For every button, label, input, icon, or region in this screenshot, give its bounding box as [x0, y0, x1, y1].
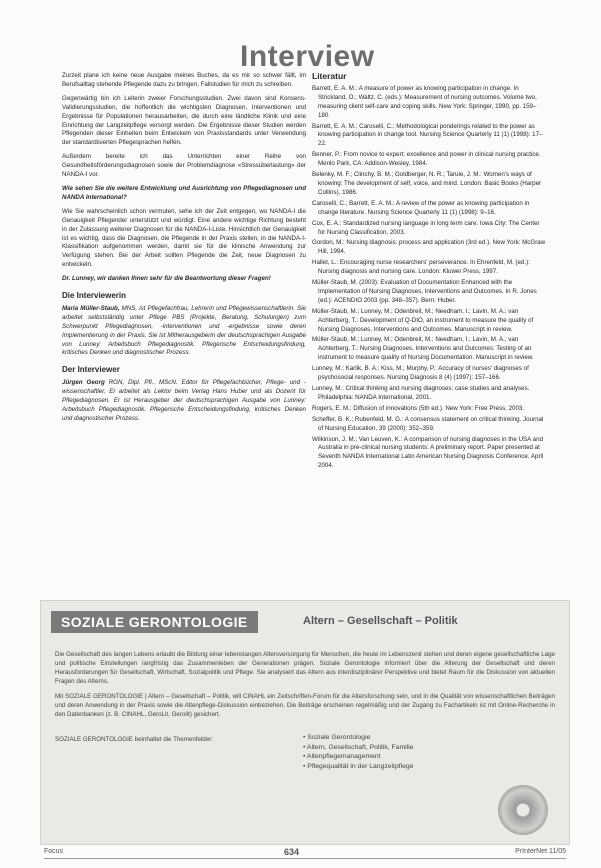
reference-item: Caroselli, C.; Barrett, E. A. M.: A review of the power as knowing participation in change literature. Nursing Science Quarterly 11 (1) (1998): 9–16. [312, 199, 530, 216]
reference-item: Wilkinson, J. M.; Van Leuven, K.: A comparison of nursing diagnoses in the USA and Australia in pre-clinical nursing students: A preliminary report. Paper presented at Seventh NANDA International Latin American Nursing Diagnosis Conference. April 2004. [312, 435, 544, 470]
translator-heading: Der Interviewer [62, 365, 120, 375]
cd-disc-icon [498, 785, 548, 835]
ad-brand-label: SOZIALE GERONTOLOGIE [51, 611, 258, 633]
page-number: 634 [284, 847, 300, 857]
translator-name: Jürgen Georg [62, 379, 105, 387]
ad-tagline: Altern – Gesellschaft – Politik [303, 615, 458, 627]
translator-bio-text: RGN, Dipl. Pfl., MScN. Editor für Pflegefachbücher, Pflege- und -wissenschaftler. Er arbeitet als Lektor beim Verlag Hans Huber und als Dozent für Pflegediagnosen. Er ist Herausgeber der deutschsprachigen Ausgabe von Lunney: Arbeitsbuch Pflegediagnostik. Pflegerische Entscheidungsfindung, kritisches Denken und diagnostischer Prozess. [62, 379, 306, 422]
ad-topic-item: • Altenpflegemanagement [303, 752, 413, 762]
body-paragraph: Außerdem bereite ich das Unterrichten einer Reihe von Gesundheitsförderungsdiagnosen sowie der Problemdiagnose «Stressüberlastung» der NANDA-I vor. [62, 153, 306, 179]
ad-topic-item: • Altern, Gesellschaft, Politik, Familie [303, 743, 413, 753]
body-paragraph: Gegenwärtig bin ich Leiterin zweier Forschungsstudien. Zwei davon sind Konsens-Validierungsstudien, die hoffentlich die wichtigsten Diagnosen, Interventionen und Ergebnisse für Populationen herausarbeiten, die durch eine ländliche Klinik und eine Einrichtung der Langzeitpflege versorgt werden. Die Ergebnisse dieser Studien werden Pflegenden dieser Einheiten beim Entwickeln von Praxisstandards unter Verwendung der standardisierten Pflegesprachen helfen. [62, 94, 306, 147]
ad-topics-label: SOZIALE GERONTOLOGIE beinhaltet die Themenfelder: [55, 736, 213, 743]
footer-divider [44, 858, 566, 859]
reference-item: Gordon, M.: Nursing diagnosis: process and application (3rd ed.). New York: McGraw Hill, 1994. [312, 239, 546, 256]
page-footer [44, 848, 566, 860]
ad-topic-item: • Soziale Gerontologie [303, 733, 413, 743]
reference-list [312, 85, 548, 471]
reference-item: Benner, P.: From novice to expert: excellence and power in clinical nursing practice. Menlo Park, CA: Addison-Wesley, 1984. [312, 151, 541, 168]
body-paragraph: Zurzeit plane ich keine neue Ausgabe meines Buches, da es mir so schwer fällt, im Berufsalltag stehende Pflegende dazu zu bringen, Fallstudien für mich zu schreiben. [62, 72, 306, 88]
page-title: Interview [240, 40, 375, 73]
interview-question: Wie sehen Sie die weitere Entwicklung und Ausrichtung von Pflegediagnosen und NANDA International? [62, 184, 306, 201]
reference-item: Barrett, E. A. M.; Caroselli, C.: Methodological ponderings related to the power as knowing participation in change tool. Nursing Science Quarterly 11 (1) (1998): 17–22. [312, 122, 543, 148]
reference-item: Hallet, L.: Encouraging nurse researchers' perseverance. In Ehrenfeld, M. (ed.): Nursing diagnosis and nursing care. London: Kluwer Press, 1997. [312, 259, 530, 276]
issue-label: PrInterNet 11/05 [515, 848, 566, 855]
reference-item: Lunney, M.: Critical thinking and nursing diagnoses: case studies and analyses. Philadelphia: NANDA International, 2001. [312, 385, 530, 401]
reference-item: Belenky, M. F.; Clinchy, B. M.; Goldberger, N. R.; Tarule, J. M.: Women's ways of knowing: The development of self, voice, and mind. London: Basic Books (Harper Collins), 1986. [312, 171, 542, 196]
interviewer-heading: Die Interviewerin [62, 291, 127, 301]
reference-item: Müller-Staub, M. (2003): Evaluation of Documentation Enhanced with the Implementation of Nursing Diagnoses, Interventions and Outcomes. In R. Jones (ed.): ACENDIO 2003 (pp. 348–357). Bern: Huber. [312, 279, 537, 304]
interviewer-bio-text: MNS, ist Pflegefachfrau, Lehrerin und Pflegewissenschaftlerin. Sie arbeitet selbstständig unter Pflege PBS (Projekte, Beratung, Schulungen) zum Schwerpunkt Pflegediagnosen, -interventionen und -ergebnisse sowie deren Implementierung in der Praxis. Sie ist Mitherausgeberin der deutschsprachigen Ausgabe von Lunney: Arbeitsbuch Pflegediagnostik. Pflegerische Entscheidungsfindung, kritisches Denken und diagnostischer Prozess. [62, 304, 306, 357]
ad-topic-item: • Pflegequalität in der Langzeitpflege [303, 762, 413, 772]
ad-body-text: Mit SOZIALE GERONTOLOGIE | Altern – Gesellschaft – Politik, will CINAHL ein Zeitschriften-Forum für die Altersforschung sein, und in die Qualität von wissenschaftlichen Beiträgen und deren Anwendung in der Praxis sowie die Altenpflege-Diskussion einbeziehen. Die Beiträge erscheinen regelmäßig und der Zugang zu Fachartikeln ist mit Online-Recherche in den Datenbanken (z. B. CINAHL, GeroLit, Gerolit) gesichert. [55, 693, 555, 718]
reference-item: Cox, E. A.: Standardized nursing language in long term care. Iowa City: The Center for Nursing Classification, 2003. [312, 219, 540, 236]
footer-section-label: Focus [44, 848, 64, 855]
interview-column [62, 72, 306, 582]
reference-item: Müller-Staub, M.; Lunney, M.; Odenbreit, M.; Needham, I.; Lavin, M. A.; van Achterberg, T.: Nursing Diagnoses, Interventions and Outcomes: Testing of an instrument to measure quality of Nursing Documentation. Manuscript in review. [312, 336, 534, 362]
advertisement-box [40, 600, 570, 845]
ad-header [41, 609, 569, 635]
reference-item: Barrett, E. A. M.: A measure of power as knowing participation in change. In Strickland, O.; Waltz, C. (eds.): Measurement of nursing outcomes. Volume two, measuring client self-care and coping skills. New York: Springer, 1990, pp. 159–180. [312, 84, 537, 119]
ad-topic-list [303, 733, 413, 771]
reference-item: Scheffer, B. K.; Rubenfeld, M. G.: A consensus statement on critical thinking. Journal of Nursing Education, 39 (2000): 352–359. [312, 415, 544, 432]
translator-bio [62, 379, 306, 424]
ad-intro-text: Die Gesellschaft des langen Lebens erlaubt die Bildung einer lebenslangen Altersversorgung für Menschen, die heute im Lebenszenit stehen und deren eigene gesellschaftliche Lage und politische Einstellungen langfristig das Zusammenleben der Generationen prägen. Soziale Gerontologie informiert über die Alterung der Gesellschaft und deren Herausforderungen für Gesellschaft, Wirtschaft, Sozialpolitik und Pflege. Sie analysiert das Altern aus interdisziplinärer Perspektive und bietet Raum für die Diskussion von aktuellen Fragen des Alterns. [55, 651, 555, 685]
interview-closing: Dr. Lunney, wir danken Ihnen sehr für die Beantwortung dieser Fragen! [62, 275, 271, 283]
reference-item: Rogers, E. M.: Diffusion of innovations (5th ed.). New York: Free Press, 2003. [312, 404, 525, 412]
interviewer-name: Maria Müller-Staub, [62, 304, 120, 312]
literature-column [312, 72, 548, 582]
interviewer-bio [62, 305, 306, 358]
reference-item: Lunney, M.; Karlik, B. A.; Kiss, M.; Murphy, P.: Accuracy of nurses' diagnoses of psychosocial responses. Nursing Diagnosis 8 (4) (1997): 157–166. [312, 365, 529, 382]
literature-heading: Literatur [312, 72, 347, 81]
reference-item: Müller-Staub, M.; Lunney, M.; Odenbreit, M.; Needham, I.; Lavin, M. A.; van Achterberg, T.: Development of Q-DIO, an instrument to measure the quality of Nursing Diagnoses, Interventions and Outcomes. Manuscript in review. [312, 307, 534, 333]
interview-answer: Wie Sie wahrscheinlich schon vermuten, sehe ich der Zeit entgegen, wo NANDA-I die Genauigkeit Pflegender unterstützt und würdigt. Eine andere wichtige Richtung besteht in der Zulassung weiterer Diagnosen für die NANDA-I-Liste. Hinsichtlich der Genauigkeit ist es wichtig, dass die Diagnosen, die Pflegende in der Praxis stellen, in die NANDA-I-Klassifikation aufgenommen werden, damit sie für die klinische Anwendung zur Verfügung stehen. Bei der Arbeit sollten Pflegende die Zeit, neue Diagnosen zu entwickeln. [62, 207, 306, 269]
